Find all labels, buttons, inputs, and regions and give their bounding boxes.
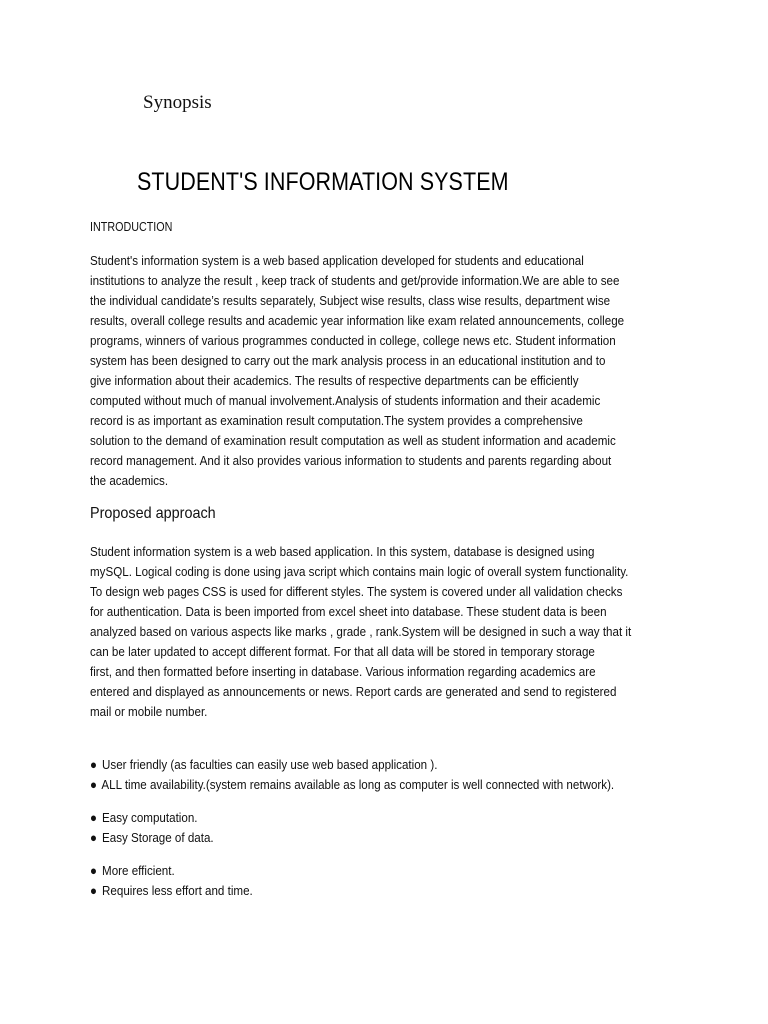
paragraph-line: solution to the demand of examination result computation as well as student information and academic — [90, 433, 616, 448]
bullet-item — [90, 808, 214, 828]
paragraph-line: institutions to analyze the result , keep track of students and get/provide information.We are able to see — [90, 273, 620, 288]
paragraph-line: record management. And it also provides various information to students and parents regarding about — [90, 453, 612, 468]
paragraph-line: results, overall college results and academic year information like exam related announcements, college — [90, 313, 625, 328]
bullet-text: ALL time availability.(system remains available as long as computer is well connected with network). — [101, 777, 615, 792]
document-title: STUDENT'S INFORMATION SYSTEM — [137, 168, 509, 196]
paragraph-line: To design web pages CSS is used for different styles. The system is covered under all validation checks — [90, 584, 623, 599]
proposed-approach-heading: Proposed approach — [90, 505, 216, 522]
paragraph-line: Student's information system is a web based application developed for students and educational — [90, 253, 584, 268]
paragraph-line: mail or mobile number. — [90, 704, 208, 719]
paragraph-line: computed without much of manual involvement.Analysis of students information and their academic — [90, 393, 601, 408]
bullet-text: Easy computation. — [102, 810, 198, 825]
bullet-item — [90, 775, 614, 795]
bullet-text: User friendly (as faculties can easily use web based application ). — [102, 757, 438, 772]
bullet-item — [90, 881, 253, 901]
introduction-paragraph — [90, 251, 680, 491]
bullet-item — [90, 861, 253, 881]
bullet-dot-icon: ● — [90, 777, 98, 792]
bullet-item — [90, 755, 614, 775]
paragraph-line: give information about their academics. The results of respective departments can be efficiently — [90, 373, 579, 388]
bullet-dot-icon: ● — [90, 757, 98, 772]
bullet-dot-icon: ● — [90, 810, 98, 825]
bullet-dot-icon: ● — [90, 863, 98, 878]
bullet-list — [90, 755, 686, 795]
paragraph-line: Student information system is a web based application. In this system, database is designed using — [90, 544, 595, 559]
paragraph-line: mySQL. Logical coding is done using java script which contains main logic of overall system functionality. — [90, 564, 629, 579]
paragraph-line: the individual candidate’s results separately, Subject wise results, class wise results, department wise — [90, 293, 611, 308]
synopsis-label: Synopsis — [143, 92, 212, 113]
paragraph-line: entered and displayed as announcements or news. Report cards are generated and send to registered — [90, 684, 617, 699]
bullet-dot-icon: ● — [90, 883, 98, 898]
bullet-text: Requires less effort and time. — [102, 883, 253, 898]
paragraph-line: record is as important as examination result computation.The system provides a comprehensive — [90, 413, 583, 428]
paragraph-line: first, and then formatted before inserting in database. Various information regarding academics are — [90, 664, 596, 679]
proposed-approach-paragraph — [90, 542, 680, 722]
bullet-list — [90, 808, 231, 848]
paragraph-line: system has been designed to carry out the mark analysis process in an educational institution and to — [90, 353, 606, 368]
bullet-item — [90, 828, 214, 848]
paragraph-line: for authentication. Data is been imported from excel sheet into database. These student data is been — [90, 604, 607, 619]
bullet-list — [90, 861, 275, 901]
paragraph-line: the academics. — [90, 473, 169, 488]
bullet-text: Easy Storage of data. — [102, 830, 214, 845]
bullet-dot-icon: ● — [90, 830, 98, 845]
introduction-heading: INTRODUCTION — [90, 220, 173, 234]
paragraph-line: programs, winners of various programmes conducted in college, college news etc. Student information — [90, 333, 616, 348]
bullet-text: More efficient. — [102, 863, 175, 878]
paragraph-line: can be later updated to accept different format. For that all data will be stored in temporary storage — [90, 644, 595, 659]
paragraph-line: analyzed based on various aspects like marks , grade , rank.System will be designed in such a way that it — [90, 624, 632, 639]
